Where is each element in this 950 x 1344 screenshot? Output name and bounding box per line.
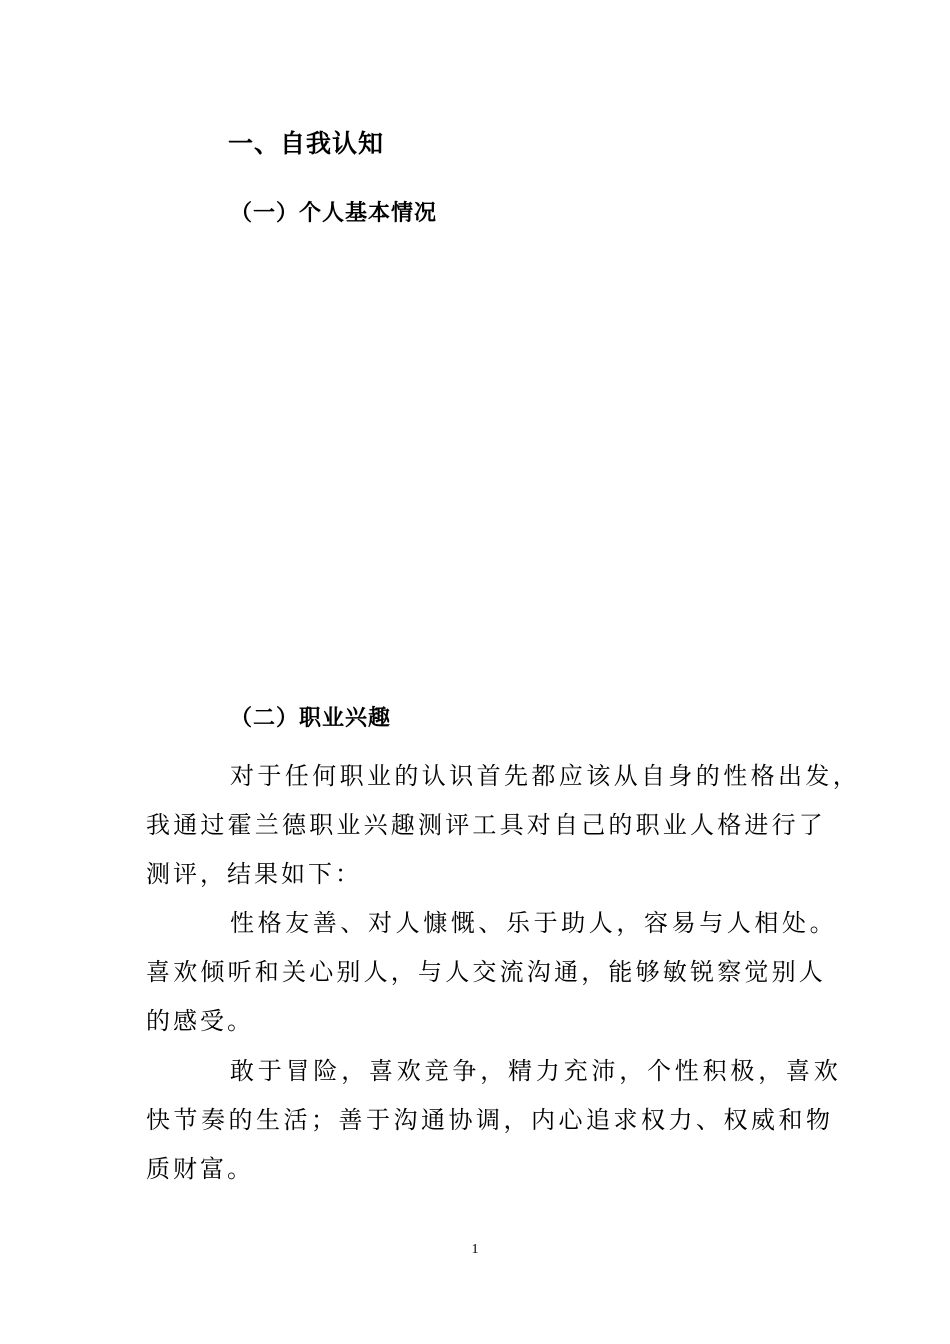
paragraph-assessment-intro	[146, 752, 860, 899]
paragraph-line: 性格友善、对人慷慨、乐于助人，容易与人相处。	[230, 909, 838, 937]
paragraph-line: 敢于冒险，喜欢竞争，精力充沛，个性积极，喜欢	[230, 1057, 842, 1085]
paragraph-line: 快节奏的生活；善于沟通协调，内心追求权力、权威和物	[146, 1106, 834, 1134]
page-number: 1	[471, 1242, 479, 1257]
section-heading-career-interest: （二）职业兴趣	[230, 706, 392, 731]
paragraph-line: 喜欢倾听和关心别人，与人交流沟通，能够敏锐察觉别人	[146, 958, 826, 986]
paragraph-personality-social	[146, 899, 837, 1046]
chapter-heading: 一、自我认知	[228, 129, 385, 158]
section-heading-personal-info: （一）个人基本情况	[230, 201, 438, 226]
paragraph-personality-enterprising	[146, 1047, 842, 1194]
paragraph-line: 我通过霍兰德职业兴趣测评工具对自己的职业人格进行了	[146, 811, 826, 839]
paragraph-line: 对于任何职业的认识首先都应该从自身的性格出发，	[230, 762, 861, 790]
paragraph-line: 质财富。	[146, 1155, 254, 1183]
paragraph-line: 测评，结果如下：	[146, 860, 362, 888]
paragraph-line: 的感受。	[146, 1007, 254, 1035]
